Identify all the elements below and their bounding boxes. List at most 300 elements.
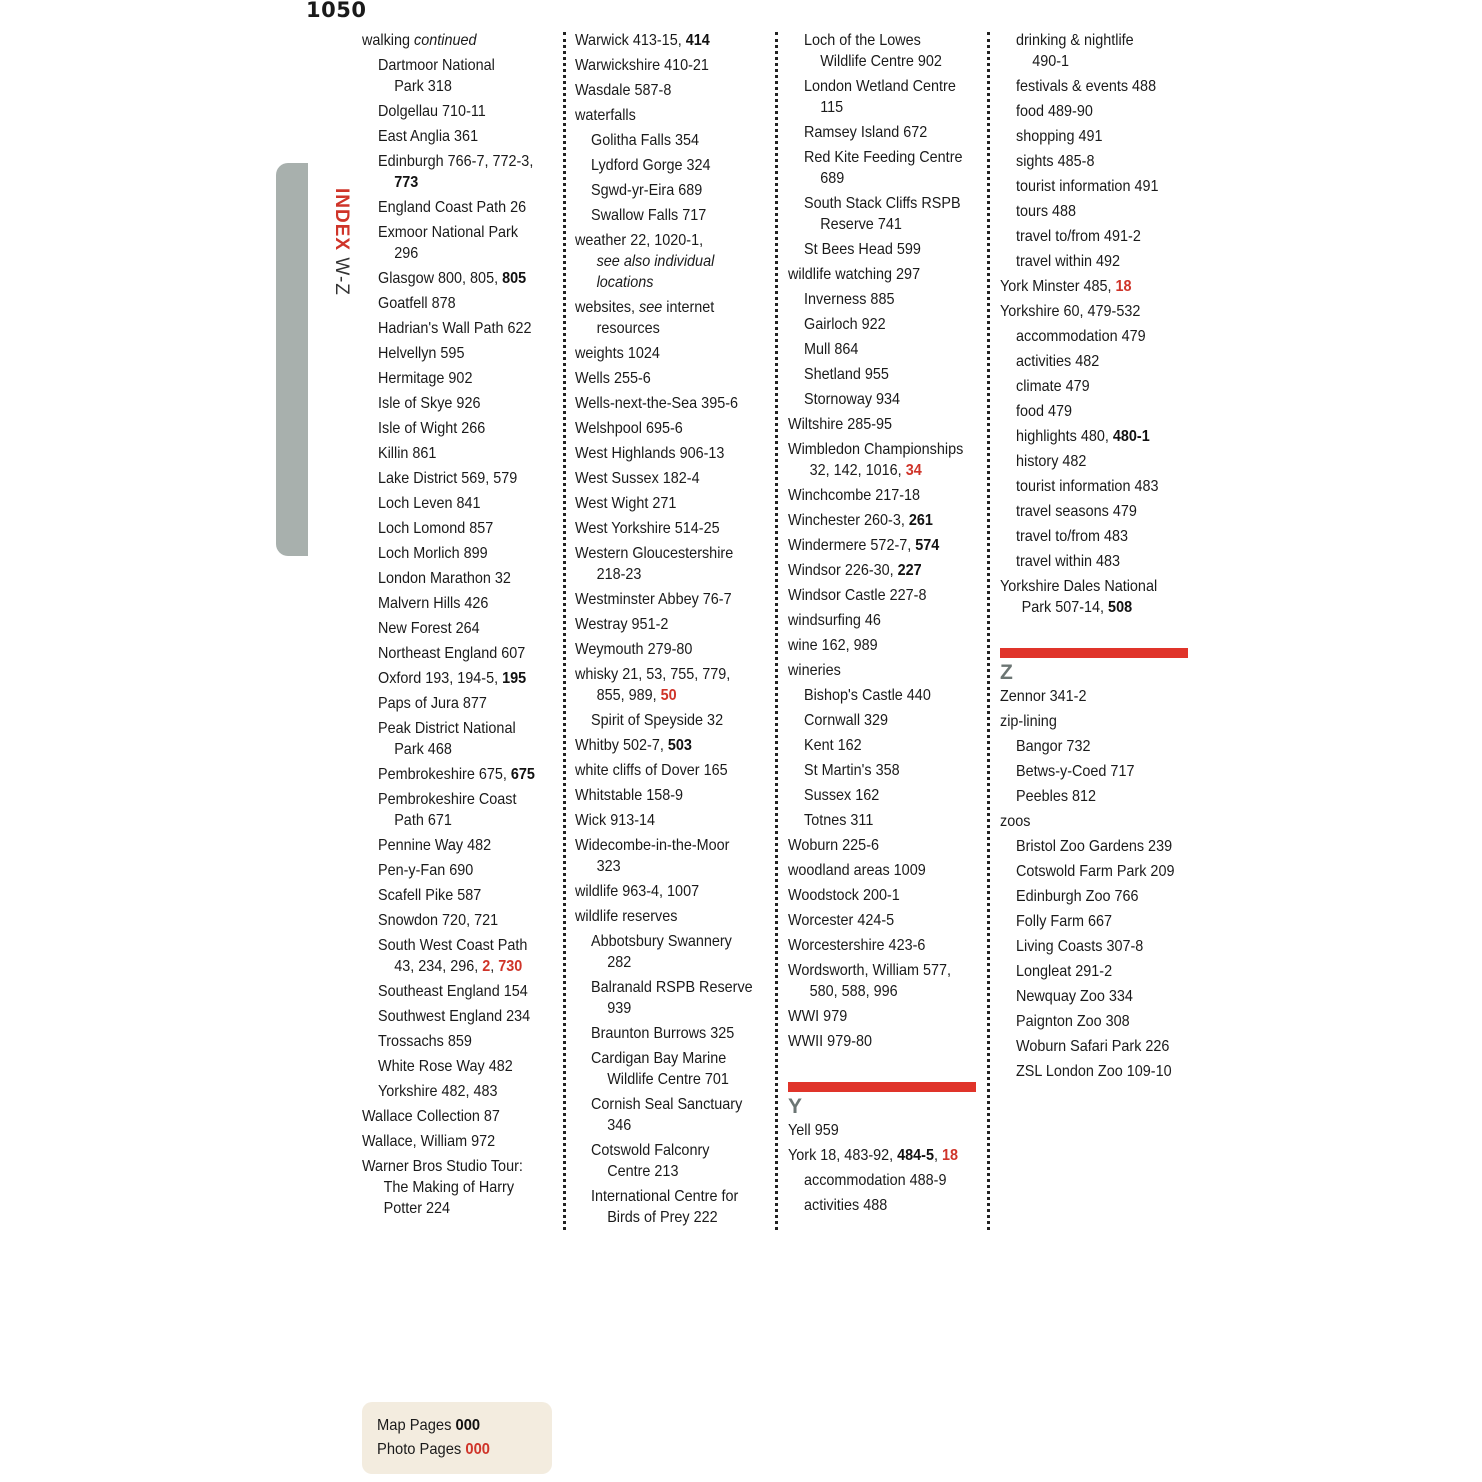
index-entry	[575, 587, 751, 612]
entry-text: tourist information 483	[1016, 478, 1159, 495]
index-entry	[788, 658, 964, 683]
index-entry	[362, 1104, 538, 1129]
entry-text: Shetland 955	[804, 366, 889, 383]
index-subentry	[1016, 909, 1178, 934]
entry-text: Abbotsbury Swannery	[591, 933, 732, 950]
entry-text: Glasgow 800, 805,	[378, 270, 503, 287]
index-entry	[575, 783, 751, 808]
entry-text: Bangor 732	[1016, 738, 1091, 755]
entry-text: Windsor Castle 227-8	[788, 587, 927, 604]
index-entry	[575, 228, 751, 295]
index-subentry	[378, 99, 540, 124]
entry-text: Paignton Zoo 308	[1016, 1013, 1130, 1030]
entry-text: Gairloch 922	[804, 316, 886, 333]
page-number: 1050	[306, 0, 367, 22]
index-entry	[788, 558, 964, 583]
entry-text: tours 488	[1016, 203, 1077, 220]
entry-text: travel seasons 479	[1016, 503, 1137, 520]
entry-text: Snowdon 720, 721	[378, 912, 499, 929]
map-page-ref: 773	[394, 174, 419, 191]
map-page-ref: 503	[667, 737, 692, 754]
index-range: W-Z	[331, 257, 352, 296]
entry-text: Loch Lomond 857	[378, 520, 494, 537]
index-subentry	[1016, 249, 1178, 274]
letter-section-bar	[1000, 648, 1188, 658]
entry-text: Longleat 291-2	[1016, 963, 1113, 980]
entry-text: Betws-y-Coed 717	[1016, 763, 1135, 780]
index-subentry	[804, 287, 966, 312]
map-pages-label: Map Pages	[377, 1417, 456, 1434]
index-entry	[788, 583, 964, 608]
index-subentry	[804, 1168, 966, 1193]
index-subentry	[378, 516, 540, 541]
index-entry	[788, 833, 964, 858]
index-entry	[788, 1029, 964, 1054]
entry-text: Yell 959	[788, 1122, 839, 1139]
entry-text: WWI 979	[788, 1008, 848, 1025]
entry-text: ZSL London Zoo 109-10	[1016, 1063, 1172, 1080]
map-page-ref: 414	[685, 32, 710, 49]
index-subentry	[378, 124, 540, 149]
entry-text: ,	[490, 958, 499, 975]
entry-text: 296	[394, 245, 419, 262]
entry-text: Pembrokeshire Coast	[378, 791, 517, 808]
entry-text: Worcestershire 423-6	[788, 937, 926, 954]
index-entry	[575, 78, 751, 103]
entry-text: 689	[820, 170, 845, 187]
index-subentry	[378, 491, 540, 516]
index-subentry	[378, 195, 540, 220]
entry-text: accommodation 488-9	[804, 1172, 947, 1189]
index-entry	[788, 1118, 964, 1143]
entry-text: Wallace, William 972	[362, 1133, 496, 1150]
index-subentry	[1016, 734, 1178, 759]
entry-text: 282	[607, 954, 632, 971]
entry-text: Scafell Pike 587	[378, 887, 482, 904]
photo-pages-legend	[377, 1441, 490, 1459]
entry-text: Wildlife Centre 902	[820, 53, 942, 70]
index-subentry	[804, 733, 966, 758]
index-subentry	[1016, 399, 1178, 424]
entry-text: Loch of the Lowes	[804, 32, 921, 49]
entry-text: Wordsworth, William 577,	[788, 962, 951, 979]
index-subentry	[1016, 1059, 1178, 1084]
entry-text: Whitstable 158-9	[575, 787, 684, 804]
entry-text: Isle of Wight 266	[378, 420, 486, 437]
entry-text: Southeast England 154	[378, 983, 528, 1000]
entry-text: International Centre for	[591, 1188, 739, 1205]
index-entry	[788, 437, 964, 483]
index-subentry	[804, 74, 966, 120]
entry-text: Park 468	[394, 741, 452, 758]
entry-text: Centre 213	[607, 1163, 679, 1180]
entry-text: West Wight 271	[575, 495, 677, 512]
entry-text: whisky 21, 53, 755, 779,	[575, 666, 731, 683]
index-subentry	[378, 149, 540, 195]
photo-pages-value: 000	[465, 1441, 490, 1458]
entry-text: England Coast Path 26	[378, 199, 527, 216]
entry-text: waterfalls	[575, 107, 636, 124]
index-subentry	[378, 666, 540, 691]
entry-text: festivals & events 488	[1016, 78, 1157, 95]
entry-text: Park 318	[394, 78, 452, 95]
index-subentry	[591, 1138, 753, 1184]
index-entry	[575, 466, 751, 491]
entry-text: websites,	[575, 299, 640, 316]
photo-page-ref: 18	[1115, 278, 1132, 295]
entry-text: Spirit of Speyside 32	[591, 712, 724, 729]
entry-text: Birds of Prey 222	[607, 1209, 718, 1226]
entry-text: Wells-next-the-Sea 395-6	[575, 395, 739, 412]
entry-text: Warwick 413-15,	[575, 32, 686, 49]
entry-text: windsurfing 46	[788, 612, 881, 629]
section-letter: Z	[1000, 661, 1013, 684]
entry-text: Cotswold Farm Park 209	[1016, 863, 1175, 880]
entry-text: wildlife reserves	[575, 908, 678, 925]
index-entry	[788, 1143, 964, 1168]
entry-text: Mull 864	[804, 341, 859, 358]
index-subentry	[804, 387, 966, 412]
entry-text: Totnes 311	[804, 812, 874, 829]
entry-text: Newquay Zoo 334	[1016, 988, 1133, 1005]
index-subentry	[804, 312, 966, 337]
entry-text: Oxford 193, 194-5,	[378, 670, 503, 687]
index-subentry	[591, 1184, 753, 1230]
index-entry	[788, 883, 964, 908]
map-pages-value: 000	[455, 1417, 481, 1434]
index-entry	[575, 637, 751, 662]
index-subentry	[1016, 28, 1178, 74]
entry-text: East Anglia 361	[378, 128, 479, 145]
index-subentry	[1016, 474, 1178, 499]
index-entry	[788, 1004, 964, 1029]
entry-text: activities 488	[804, 1197, 888, 1214]
entry-text: Swallow Falls 717	[591, 207, 707, 224]
index-entry	[788, 608, 964, 633]
entry-text: Helvellyn 595	[378, 345, 465, 362]
entry-text: Park 507-14,	[1021, 599, 1109, 616]
entry-text: Widecombe-in-the-Moor	[575, 837, 730, 854]
entry-text: travel within 492	[1016, 253, 1121, 270]
index-subentry	[378, 466, 540, 491]
index-subentry	[378, 979, 540, 1004]
index-subentry	[591, 203, 753, 228]
entry-text: Inverness 885	[804, 291, 895, 308]
index-subentry	[378, 691, 540, 716]
entry-text: Malvern Hills 426	[378, 595, 489, 612]
entry-text: Zennor 341-2	[1000, 688, 1087, 705]
entry-text: Woburn 225-6	[788, 837, 879, 854]
index-subentry	[378, 316, 540, 341]
entry-text: locations	[596, 274, 654, 291]
index-subentry	[804, 808, 966, 833]
map-page-ref: 508	[1108, 599, 1133, 616]
map-page-ref: 805	[502, 270, 527, 287]
column-divider	[987, 32, 990, 1230]
index-entry	[788, 633, 964, 658]
entry-text: Exmoor National Park	[378, 224, 519, 241]
entry-text: walking	[362, 32, 415, 49]
entry-text: Woodstock 200-1	[788, 887, 900, 904]
index-subentry	[378, 366, 540, 391]
entry-text: Yorkshire Dales National	[1000, 578, 1158, 595]
index-subentry	[804, 783, 966, 808]
index-subentry	[378, 1029, 540, 1054]
entry-text: Balranald RSPB Reserve	[591, 979, 753, 996]
entry-text: Peak District National	[378, 720, 516, 737]
entry-text: South West Coast Path	[378, 937, 528, 954]
index-subentry	[378, 591, 540, 616]
index-entry	[575, 541, 751, 587]
entry-text: Peebles 812	[1016, 788, 1097, 805]
entry-text: Killin 861	[378, 445, 437, 462]
entry-text: food 479	[1016, 403, 1073, 420]
entry-text: 939	[607, 1000, 632, 1017]
entry-text: Wells 255-6	[575, 370, 651, 387]
index-subentry	[1016, 524, 1178, 549]
photo-page-ref: 18	[941, 1147, 959, 1164]
index-entry	[575, 441, 751, 466]
index-entry	[788, 908, 964, 933]
index-entry	[1000, 684, 1176, 709]
index-subentry	[1016, 859, 1178, 884]
index-entry	[1000, 274, 1176, 299]
index-subentry	[378, 1004, 540, 1029]
entry-text: Winchester 260-3,	[788, 512, 909, 529]
entry-text: New Forest 264	[378, 620, 480, 637]
entry-text: Isle of Skye 926	[378, 395, 481, 412]
entry-text: Wiltshire 285-95	[788, 416, 893, 433]
index-subentry	[804, 337, 966, 362]
entry-text: drinking & nightlife	[1016, 32, 1134, 49]
index-entry	[788, 508, 964, 533]
index-subentry	[1016, 424, 1178, 449]
entry-text: Windermere 572-7,	[788, 537, 916, 554]
photo-page-ref: 2	[482, 958, 491, 975]
index-subentry	[804, 120, 966, 145]
index-entry	[788, 483, 964, 508]
index-entry	[575, 733, 751, 758]
index-entry	[575, 341, 751, 366]
entry-text: Whitby 502-7,	[575, 737, 668, 754]
index-subentry	[378, 883, 540, 908]
entry-text: York Minster 485,	[1000, 278, 1116, 295]
index-entry	[788, 412, 964, 437]
index-entry	[575, 53, 751, 78]
entry-text: Hermitage 902	[378, 370, 473, 387]
index-subentry	[378, 541, 540, 566]
index-subentry	[591, 1021, 753, 1046]
index-column-2	[575, 28, 771, 1230]
entry-text: London Wetland Centre	[804, 78, 956, 95]
index-subentry	[1016, 149, 1178, 174]
map-page-ref: 574	[915, 537, 940, 554]
index-subentry	[378, 1079, 540, 1104]
entry-text: wildlife watching 297	[788, 266, 921, 283]
entry-text: 855, 989,	[596, 687, 661, 704]
index-column-3	[788, 28, 984, 1218]
index-entry	[575, 612, 751, 637]
photo-page-ref: 50	[660, 687, 677, 704]
entry-text: wine 162, 989	[788, 637, 878, 654]
index-subentry	[1016, 784, 1178, 809]
entry-text: individual	[650, 253, 715, 270]
entry-text: zoos	[1000, 813, 1031, 830]
entry-text: weather 22, 1020-1,	[575, 232, 704, 249]
entry-text: see	[639, 299, 663, 316]
entry-text: Loch Leven 841	[378, 495, 481, 512]
index-entry	[788, 858, 964, 883]
entry-text: 346	[607, 1117, 632, 1134]
index-subentry	[1016, 959, 1178, 984]
entry-text: The Making of Harry	[383, 1179, 515, 1196]
index-subentry	[1016, 174, 1178, 199]
index-entry	[575, 416, 751, 441]
index-subentry	[804, 28, 966, 74]
entry-text: Windsor 226-30,	[788, 562, 898, 579]
index-column-1	[362, 28, 558, 1221]
entry-text: Living Coasts 307-8	[1016, 938, 1144, 955]
index-subentry	[591, 929, 753, 975]
entry-text: travel to/from 483	[1016, 528, 1129, 545]
entry-text: Kent 162	[804, 737, 862, 754]
index-subentry	[804, 1193, 966, 1218]
entry-text: continued	[414, 32, 477, 49]
index-entry	[575, 662, 751, 708]
entry-text: 218-23	[596, 566, 642, 583]
entry-text: Pen-y-Fan 690	[378, 862, 474, 879]
index-entry	[575, 391, 751, 416]
entry-text: Braunton Burrows 325	[591, 1025, 735, 1042]
entry-text: internet	[662, 299, 715, 316]
entry-text: Trossachs 859	[378, 1033, 472, 1050]
index-subentry	[378, 220, 540, 266]
entry-text: Edinburgh Zoo 766	[1016, 888, 1139, 905]
index-subentry	[378, 858, 540, 883]
index-subentry	[1016, 759, 1178, 784]
index-entry	[362, 28, 538, 53]
entry-text: Bristol Zoo Gardens 239	[1016, 838, 1173, 855]
entry-text: West Yorkshire 514-25	[575, 520, 720, 537]
index-entry	[575, 28, 751, 53]
index-subentry	[1016, 549, 1178, 574]
entry-text: 580, 588, 996	[809, 983, 898, 1000]
entry-text: Pennine Way 482	[378, 837, 492, 854]
index-subentry	[591, 1092, 753, 1138]
entry-text: weights 1024	[575, 345, 660, 362]
letter-section-bar	[788, 1082, 976, 1092]
entry-text: Paps of Jura 877	[378, 695, 487, 712]
index-subentry	[378, 616, 540, 641]
map-page-ref: 675	[510, 766, 535, 783]
index-entry	[575, 833, 751, 879]
index-entry	[788, 933, 964, 958]
index-subentry	[804, 237, 966, 262]
index-subentry	[378, 391, 540, 416]
entry-text: Reserve 741	[820, 216, 902, 233]
index-subentry	[804, 758, 966, 783]
index-subentry	[804, 145, 966, 191]
entry-text: Ramsey Island 672	[804, 124, 928, 141]
entry-text: Bishop's Castle 440	[804, 687, 931, 704]
page-type-legend	[362, 1402, 552, 1474]
index-subentry	[591, 128, 753, 153]
photo-pages-label: Photo Pages	[377, 1441, 466, 1458]
index-subentry	[1016, 224, 1178, 249]
entry-text: Wimbledon Championships	[788, 441, 964, 458]
entry-text: white cliffs of Dover 165	[575, 762, 728, 779]
index-subentry	[591, 1046, 753, 1092]
index-entry	[788, 262, 964, 287]
entry-text: Wick 913-14	[575, 812, 656, 829]
entry-text: Lake District 569, 579	[378, 470, 518, 487]
entry-text: see also	[596, 253, 651, 270]
index-subentry	[378, 416, 540, 441]
entry-text: Hadrian's Wall Path 622	[378, 320, 532, 337]
index-subentry	[1016, 1034, 1178, 1059]
section-letter: Y	[788, 1095, 803, 1118]
entry-text: Yorkshire 60, 479-532	[1000, 303, 1141, 320]
index-subentry	[1016, 834, 1178, 859]
entry-text: wildlife 963-4, 1007	[575, 883, 700, 900]
entry-text: Dolgellau 710-11	[378, 103, 486, 120]
index-entry	[788, 958, 964, 1004]
entry-text: Cornwall 329	[804, 712, 889, 729]
index-subentry	[1016, 449, 1178, 474]
column-divider	[563, 32, 566, 1230]
index-subentry	[378, 762, 540, 787]
entry-text: Folly Farm 667	[1016, 913, 1113, 930]
entry-text: Northeast England 607	[378, 645, 526, 662]
entry-text: Weymouth 279-80	[575, 641, 693, 658]
entry-text: Lydford Gorge 324	[591, 157, 711, 174]
entry-text: food 489-90	[1016, 103, 1093, 120]
index-subentry	[1016, 124, 1178, 149]
entry-text: ,	[933, 1147, 942, 1164]
entry-text: tourist information 491	[1016, 178, 1159, 195]
entry-text: Sgwd-yr-Eira 689	[591, 182, 703, 199]
index-entry	[575, 366, 751, 391]
index-subentry	[1016, 374, 1178, 399]
entry-text: Sussex 162	[804, 787, 880, 804]
index-subentry	[378, 266, 540, 291]
entry-text: 115	[820, 99, 844, 116]
entry-text: accommodation 479	[1016, 328, 1146, 345]
index-subentry	[591, 975, 753, 1021]
index-entry	[362, 1154, 538, 1221]
entry-text: Yorkshire 482, 483	[378, 1083, 498, 1100]
index-subentry	[378, 641, 540, 666]
entry-text: St Martin's 358	[804, 762, 900, 779]
index-entry	[1000, 299, 1176, 324]
index-entry	[362, 1129, 538, 1154]
entry-text: Edinburgh 766-7, 772-3,	[378, 153, 534, 170]
entry-text: climate 479	[1016, 378, 1090, 395]
entry-text: West Sussex 182-4	[575, 470, 700, 487]
index-subentry	[378, 291, 540, 316]
entry-text: Goatfell 878	[378, 295, 456, 312]
entry-text: WWII 979-80	[788, 1033, 873, 1050]
index-subentry	[378, 566, 540, 591]
index-subentry	[378, 341, 540, 366]
entry-text: 490-1	[1032, 53, 1070, 70]
map-page-ref: 195	[502, 670, 527, 687]
photo-page-ref: 730	[498, 958, 523, 975]
index-subentry	[804, 708, 966, 733]
map-page-ref: 227	[897, 562, 922, 579]
index-subentry	[378, 53, 540, 99]
index-entry	[575, 758, 751, 783]
